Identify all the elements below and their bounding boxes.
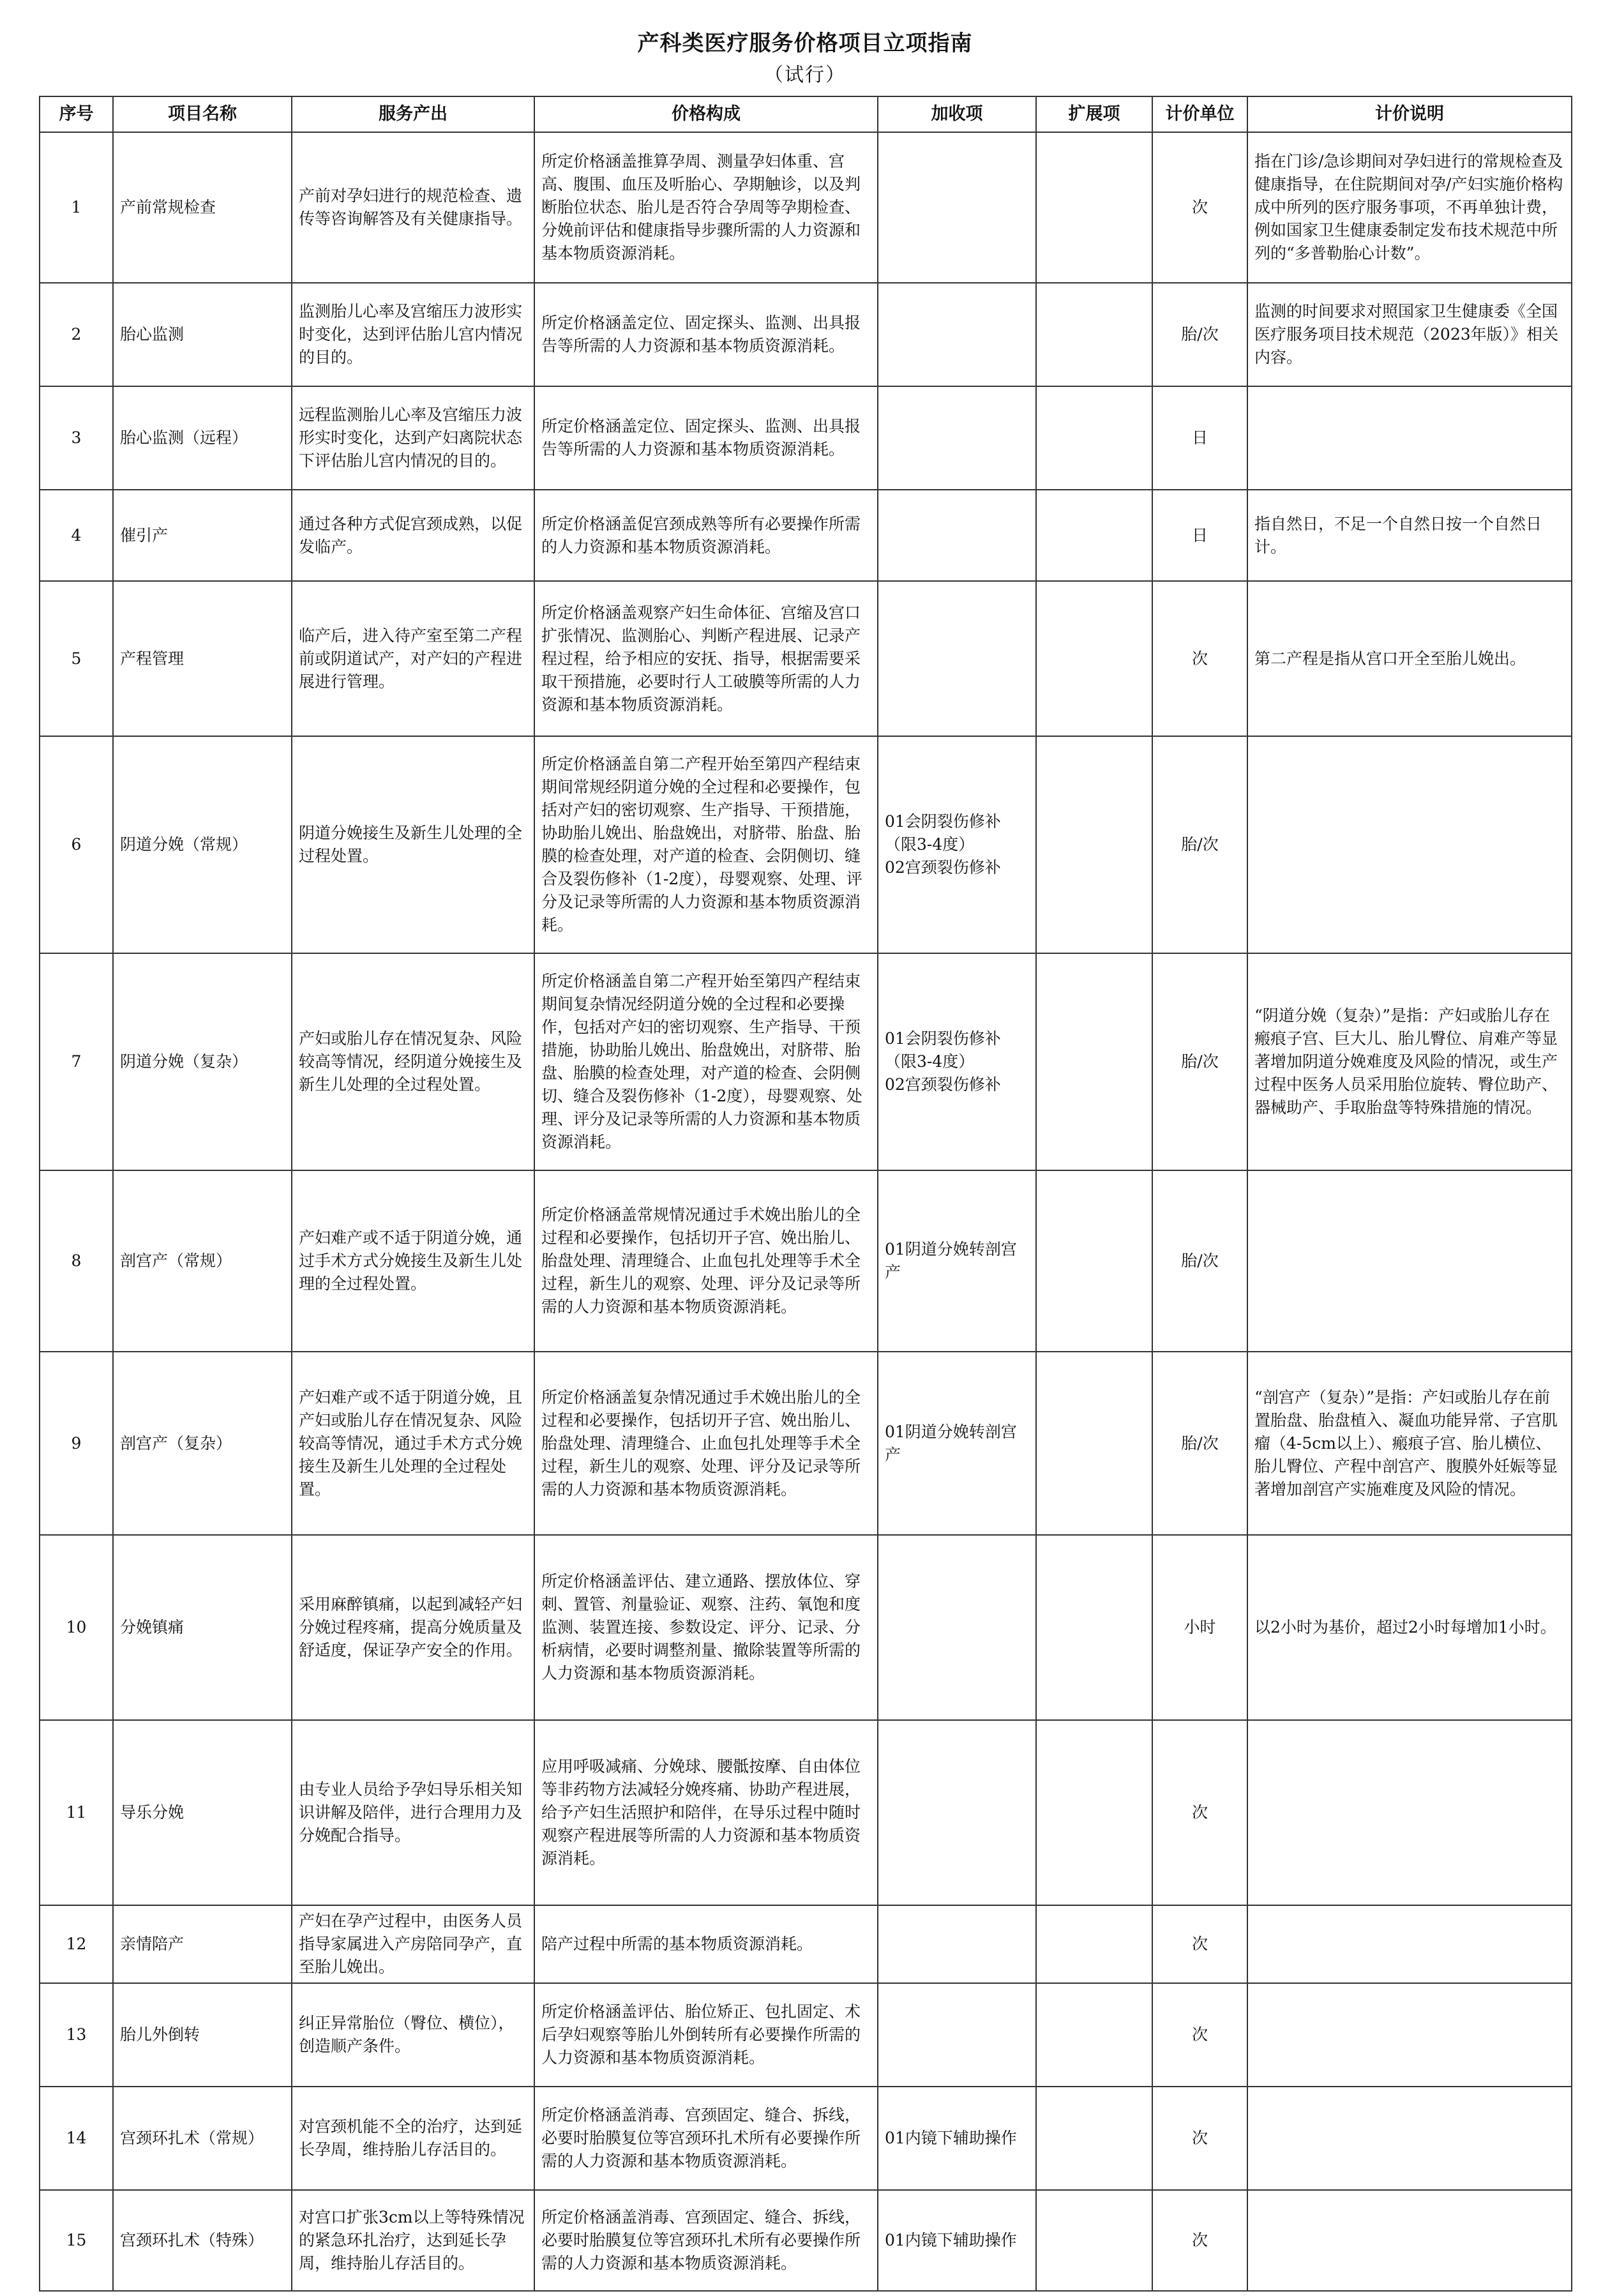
cell-name: 胎儿外倒转 (113, 1983, 292, 2087)
cell-no: 3 (40, 386, 113, 490)
cell-output: 远程监测胎儿心率及宫缩压力波形实时变化，达到产妇离院状态下评估胎儿宫内情况的目的。 (292, 386, 534, 490)
cell-output: 产妇难产或不适于阴道分娩，且产妇或胎儿存在情况复杂、风险较高等情况，通过手术方式分娩接生及新生儿处理的全过程处置。 (292, 1352, 534, 1535)
table-row (40, 1720, 1572, 1905)
cell-surcharge (878, 132, 1036, 283)
cell-no: 2 (40, 283, 113, 386)
price-items-table (39, 96, 1572, 2292)
cell-extension (1036, 1720, 1152, 1905)
table-row (40, 132, 1572, 283)
cell-name: 阴道分娩（常规） (113, 736, 292, 953)
column-header-note: 计价说明 (1247, 96, 1572, 132)
cell-surcharge (878, 581, 1036, 736)
cell-output: 由专业人员给予孕妇导乐相关知识讲解及陪伴，进行合理用力及分娩配合指导。 (292, 1720, 534, 1905)
cell-composition: 所定价格涵盖促宫颈成熟等所有必要操作所需的人力资源和基本物质资源消耗。 (534, 490, 878, 581)
cell-output: 产前对孕妇进行的规范检查、遗传等咨询解答及有关健康指导。 (292, 132, 534, 283)
column-header-extension: 扩展项 (1036, 96, 1152, 132)
document-title: 产科类医疗服务价格项目立项指南 (637, 31, 973, 56)
table-row (40, 283, 1572, 386)
cell-surcharge: 01内镜下辅助操作 (878, 2190, 1036, 2291)
cell-unit: 胎/次 (1152, 736, 1247, 953)
cell-unit: 胎/次 (1152, 283, 1247, 386)
cell-composition: 陪产过程中所需的基本物质资源消耗。 (534, 1905, 878, 1983)
cell-output: 纠正异常胎位（臀位、横位），创造顺产条件。 (292, 1983, 534, 2087)
cell-name: 胎心监测 (113, 283, 292, 386)
cell-name: 剖宫产（常规） (113, 1170, 292, 1352)
table-row (40, 490, 1572, 581)
cell-extension (1036, 953, 1152, 1170)
cell-surcharge (878, 1983, 1036, 2087)
cell-output: 对宫口扩张3cm以上等特殊情况的紧急环扎治疗，达到延长孕周，维持胎儿存活目的。 (292, 2190, 534, 2291)
cell-note: “剖宫产（复杂）”是指：产妇或胎儿存在前置胎盘、胎盘植入、凝血功能异常、子宫肌瘤（4-5cm以上）、瘢痕子宫、胎儿横位、胎儿臀位、产程中剖宫产、腹膜外妊娠等显著增加剖宫产实施难度及风险的情况。 (1247, 1352, 1572, 1535)
cell-surcharge: 01阴道分娩转剖宫产 (878, 1352, 1036, 1535)
cell-unit: 胎/次 (1152, 953, 1247, 1170)
cell-extension (1036, 2087, 1152, 2190)
cell-extension (1036, 581, 1152, 736)
table-body (40, 132, 1572, 2291)
table-row (40, 581, 1572, 736)
cell-no: 5 (40, 581, 113, 736)
cell-note: 指自然日，不足一个自然日按一个自然日计。 (1247, 490, 1572, 581)
cell-note (1247, 736, 1572, 953)
cell-unit: 次 (1152, 2190, 1247, 2291)
cell-extension (1036, 1170, 1152, 1352)
cell-name: 产程管理 (113, 581, 292, 736)
column-header-output: 服务产出 (292, 96, 534, 132)
cell-output: 采用麻醉镇痛，以起到减轻产妇分娩过程疼痛，提高分娩质量及舒适度，保证孕产安全的作用。 (292, 1535, 534, 1720)
cell-no: 10 (40, 1535, 113, 1720)
cell-unit: 次 (1152, 132, 1247, 283)
cell-extension (1036, 1352, 1152, 1535)
cell-output: 产妇或胎儿存在情况复杂、风险较高等情况，经阴道分娩接生及新生儿处理的全过程处置。 (292, 953, 534, 1170)
cell-composition: 应用呼吸减痛、分娩球、腰骶按摩、自由体位等非药物方法减轻分娩疼痛、协助产程进展，给予产妇生活照护和陪伴，在导乐过程中随时观察产程进展等所需的人力资源和基本物质资源消耗。 (534, 1720, 878, 1905)
cell-no: 11 (40, 1720, 113, 1905)
cell-output: 临产后，进入待产室至第二产程前或阴道试产，对产妇的产程进展进行管理。 (292, 581, 534, 736)
cell-surcharge (878, 1535, 1036, 1720)
cell-extension (1036, 1983, 1152, 2087)
column-header-composition: 价格构成 (534, 96, 878, 132)
cell-unit: 小时 (1152, 1535, 1247, 1720)
cell-name: 剖宫产（复杂） (113, 1352, 292, 1535)
cell-note (1247, 1720, 1572, 1905)
cell-composition: 所定价格涵盖评估、胎位矫正、包扎固定、术后孕妇观察等胎儿外倒转所有必要操作所需的人力资源和基本物质资源消耗。 (534, 1983, 878, 2087)
cell-extension (1036, 2190, 1152, 2291)
cell-name: 催引产 (113, 490, 292, 581)
cell-extension (1036, 283, 1152, 386)
cell-name: 阴道分娩（复杂） (113, 953, 292, 1170)
cell-composition: 所定价格涵盖定位、固定探头、监测、出具报告等所需的人力资源和基本物质资源消耗。 (534, 386, 878, 490)
cell-output: 阴道分娩接生及新生儿处理的全过程处置。 (292, 736, 534, 953)
cell-composition: 所定价格涵盖观察产妇生命体征、宫缩及宫口扩张情况、监测胎心、判断产程进展、记录产程过程，给予相应的安抚、指导，根据需要采取干预措施，必要时行人工破膜等所需的人力资源和基本物质资源消耗。 (534, 581, 878, 736)
table-row (40, 1170, 1572, 1352)
cell-unit: 次 (1152, 1983, 1247, 2087)
cell-note (1247, 386, 1572, 490)
cell-output: 监测胎儿心率及宫缩压力波形实时变化，达到评估胎儿宫内情况的目的。 (292, 283, 534, 386)
cell-composition: 所定价格涵盖定位、固定探头、监测、出具报告等所需的人力资源和基本物质资源消耗。 (534, 283, 878, 386)
cell-extension (1036, 1905, 1152, 1983)
cell-note (1247, 1905, 1572, 1983)
cell-unit: 次 (1152, 2087, 1247, 2190)
cell-no: 9 (40, 1352, 113, 1535)
cell-no: 8 (40, 1170, 113, 1352)
cell-no: 14 (40, 2087, 113, 2190)
cell-name: 宫颈环扎术（特殊） (113, 2190, 292, 2291)
cell-surcharge: 01阴道分娩转剖宫产 (878, 1170, 1036, 1352)
cell-unit: 胎/次 (1152, 1352, 1247, 1535)
cell-composition: 所定价格涵盖自第二产程开始至第四产程结束期间常规经阴道分娩的全过程和必要操作，包括对产妇的密切观察、生产指导、干预措施，协助胎儿娩出、胎盘娩出，对脐带、胎盘、胎膜的检查处理，对产道的检查、会阴侧切、缝合及裂伤修补（1-2度），母婴观察、处理、评分及记录等所需的人力资源和基本物质资源消耗。 (534, 736, 878, 953)
cell-no: 15 (40, 2190, 113, 2291)
table-row (40, 953, 1572, 1170)
cell-note: “阴道分娩（复杂）”是指：产妇或胎儿存在瘢痕子宫、巨大儿、胎儿臀位、肩难产等显著增加阴道分娩难度及风险的情况，或生产过程中医务人员采用胎位旋转、臀位助产、器械助产、手取胎盘等特殊措施的情况。 (1247, 953, 1572, 1170)
cell-name: 导乐分娩 (113, 1720, 292, 1905)
cell-composition: 所定价格涵盖消毒、宫颈固定、缝合、拆线，必要时胎膜复位等宫颈环扎术所有必要操作所需的人力资源和基本物质资源消耗。 (534, 2190, 878, 2291)
cell-note: 指在门诊/急诊期间对孕妇进行的常规检查及健康指导，在住院期间对孕/产妇实施价格构成中所列的医疗服务事项，不再单独计费，例如国家卫生健康委制定发布技术规范中所列的“多普勒胎心计数”。 (1247, 132, 1572, 283)
table-row (40, 736, 1572, 953)
table-row (40, 1535, 1572, 1720)
column-header-no: 序号 (40, 96, 113, 132)
cell-extension (1036, 132, 1152, 283)
table-header-row (40, 96, 1572, 132)
cell-composition: 所定价格涵盖复杂情况通过手术娩出胎儿的全过程和必要操作，包括切开子宫、娩出胎儿、胎盘处理、清理缝合、止血包扎处理等手术全过程，新生儿的观察、处理、评分及记录等所需的人力资源和基本物质资源消耗。 (534, 1352, 878, 1535)
cell-note: 以2小时为基价，超过2小时每增加1小时。 (1247, 1535, 1572, 1720)
cell-unit: 胎/次 (1152, 1170, 1247, 1352)
cell-note (1247, 1983, 1572, 2087)
cell-name: 宫颈环扎术（常规） (113, 2087, 292, 2190)
cell-no: 4 (40, 490, 113, 581)
column-header-unit: 计价单位 (1152, 96, 1247, 132)
cell-extension (1036, 736, 1152, 953)
cell-note: 监测的时间要求对照国家卫生健康委《全国医疗服务项目技术规范（2023年版）》相关内容。 (1247, 283, 1572, 386)
cell-name: 分娩镇痛 (113, 1535, 292, 1720)
cell-extension (1036, 386, 1152, 490)
table-row (40, 2087, 1572, 2190)
table-row (40, 2190, 1572, 2291)
table-row (40, 1905, 1572, 1983)
cell-surcharge (878, 283, 1036, 386)
document-subtitle: （试行） (764, 64, 846, 86)
cell-composition: 所定价格涵盖自第二产程开始至第四产程结束期间复杂情况经阴道分娩的全过程和必要操作，包括对产妇的密切观察、生产指导、干预措施，协助胎儿娩出、胎盘娩出，对脐带、胎盘、胎膜的检查处理，对产道的检查、会阴侧切、缝合及裂伤修补（1-2度），母婴观察、处理、评分及记录等所需的人力资源和基本物质资源消耗。 (534, 953, 878, 1170)
cell-no: 6 (40, 736, 113, 953)
cell-note (1247, 1170, 1572, 1352)
cell-output: 产妇在孕产过程中，由医务人员指导家属进入产房陪同孕产，直至胎儿娩出。 (292, 1905, 534, 1983)
cell-surcharge: 01内镜下辅助操作 (878, 2087, 1036, 2190)
cell-unit: 次 (1152, 1720, 1247, 1905)
cell-unit: 次 (1152, 1905, 1247, 1983)
cell-surcharge: 01会阴裂伤修补（限3-4度） 02宫颈裂伤修补 (878, 736, 1036, 953)
cell-extension (1036, 1535, 1152, 1720)
cell-output: 产妇难产或不适于阴道分娩，通过手术方式分娩接生及新生儿处理的全过程处置。 (292, 1170, 534, 1352)
cell-unit: 次 (1152, 581, 1247, 736)
cell-note: 第二产程是指从宫口开全至胎儿娩出。 (1247, 581, 1572, 736)
cell-surcharge (878, 1720, 1036, 1905)
cell-name: 胎心监测（远程） (113, 386, 292, 490)
cell-no: 12 (40, 1905, 113, 1983)
cell-name: 亲情陪产 (113, 1905, 292, 1983)
cell-surcharge (878, 490, 1036, 581)
column-header-surcharge: 加收项 (878, 96, 1036, 132)
table-row (40, 386, 1572, 490)
cell-composition: 所定价格涵盖评估、建立通路、摆放体位、穿刺、置管、剂量验证、观察、注药、氧饱和度监测、装置连接、参数设定、评分、记录、分析病情，必要时调整剂量、撤除装置等所需的人力资源和基本物质资源消耗。 (534, 1535, 878, 1720)
cell-unit: 日 (1152, 490, 1247, 581)
cell-unit: 日 (1152, 386, 1247, 490)
cell-output: 对宫颈机能不全的治疗，达到延长孕周，维持胎儿存活目的。 (292, 2087, 534, 2190)
table-row (40, 1983, 1572, 2087)
cell-surcharge: 01会阴裂伤修补（限3-4度） 02宫颈裂伤修补 (878, 953, 1036, 1170)
table-row (40, 1352, 1572, 1535)
cell-name: 产前常规检查 (113, 132, 292, 283)
cell-no: 1 (40, 132, 113, 283)
cell-note (1247, 2190, 1572, 2291)
cell-no: 7 (40, 953, 113, 1170)
cell-note (1247, 2087, 1572, 2190)
cell-output: 通过各种方式促宫颈成熟，以促发临产。 (292, 490, 534, 581)
cell-surcharge (878, 1905, 1036, 1983)
cell-composition: 所定价格涵盖常规情况通过手术娩出胎儿的全过程和必要操作，包括切开子宫、娩出胎儿、胎盘处理、清理缝合、止血包扎处理等手术全过程，新生儿的观察、处理、评分及记录等所需的人力资源和基本物质资源消耗。 (534, 1170, 878, 1352)
cell-composition: 所定价格涵盖消毒、宫颈固定、缝合、拆线，必要时胎膜复位等宫颈环扎术所有必要操作所需的人力资源和基本物质资源消耗。 (534, 2087, 878, 2190)
cell-extension (1036, 490, 1152, 581)
cell-surcharge (878, 386, 1036, 490)
cell-no: 13 (40, 1983, 113, 2087)
cell-composition: 所定价格涵盖推算孕周、测量孕妇体重、宫高、腹围、血压及听胎心、孕期触诊，以及判断胎位状态、胎儿是否符合孕周等孕期检查、分娩前评估和健康指导步骤所需的人力资源和基本物质资源消耗。 (534, 132, 878, 283)
column-header-name: 项目名称 (113, 96, 292, 132)
